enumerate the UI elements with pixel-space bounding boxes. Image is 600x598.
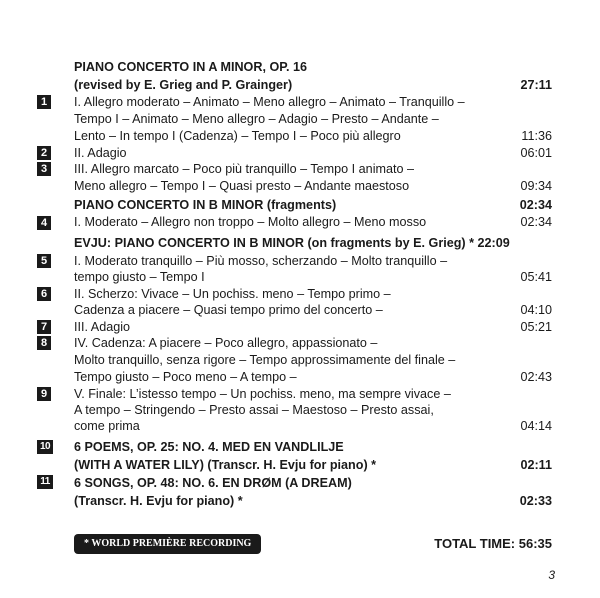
track-number-1: 1 — [37, 95, 51, 109]
line-text: (revised by E. Grieg and P. Grainger) — [74, 78, 293, 92]
track-number-9: 9 — [37, 387, 51, 401]
track-number-8: 8 — [37, 336, 51, 350]
line-time: 11:36 — [521, 129, 552, 143]
work-subtitle-6-poems — [74, 456, 552, 475]
line-text: III. Adagio — [74, 320, 131, 334]
total-time: TOTAL TIME: 56:35 — [434, 536, 552, 551]
line-text: IV. Cadenza: A piacere – Poco allegro, appassionato – — [74, 336, 378, 350]
line-text: (WITH A WATER LILY) (Transcr. H. Evju for piano) * — [74, 458, 377, 472]
track-number-6: 6 — [37, 287, 51, 301]
track-number-11: 11 — [37, 475, 53, 489]
line-text: (Transcr. H. Evju for piano) * — [74, 494, 243, 508]
work-title-6-songs — [74, 474, 552, 493]
line-text: II. Adagio — [74, 146, 127, 160]
line-text: I. Moderato – Allegro non troppo – Molto allegro – Meno mosso — [74, 215, 427, 229]
work-subtitle-6-songs — [74, 492, 552, 511]
line-time: 06:01 — [520, 146, 552, 160]
track-number-2: 2 — [37, 146, 51, 160]
line-time: 05:21 — [520, 320, 552, 334]
page-number: 3 — [548, 568, 555, 582]
line-time: 04:10 — [520, 303, 552, 317]
line-text: PIANO CONCERTO IN B MINOR (fragments) — [74, 198, 337, 212]
work-title-6-poems — [74, 438, 552, 457]
work-title-evju-concerto — [74, 234, 552, 253]
world-premiere-badge: * WORLD PREMIÈRE RECORDING — [74, 534, 261, 554]
track-number-10: 10 — [37, 440, 53, 454]
line-text: 6 SONGS, OP. 48: NO. 6. EN DRØM (A DREAM) — [74, 476, 352, 490]
line-time: 27:11 — [520, 78, 552, 92]
line-time: 02:34 — [519, 198, 552, 212]
track-line — [74, 213, 552, 232]
line-text: Lento – In tempo I (Cadenza) – Tempo I – Poco più allegro — [74, 129, 401, 143]
line-text: Meno allegro – Tempo I – Quasi presto – Andante maestoso — [74, 179, 410, 193]
track-line — [74, 177, 552, 196]
line-text: V. Finale: L’istesso tempo – Un pochiss. meno, ma sempre vivace – — [74, 387, 451, 401]
line-time: 04:14 — [520, 419, 552, 433]
track-number-7: 7 — [37, 320, 51, 334]
line-time: 02:43 — [520, 370, 552, 384]
line-text: III. Allegro marcato – Poco più tranquillo – Tempo I animato – — [74, 162, 414, 176]
line-text: A tempo – Stringendo – Presto assai – Maestoso – Presto assai, — [74, 403, 434, 417]
line-time: 02:11 — [520, 458, 552, 472]
line-text: 6 POEMS, OP. 25: NO. 4. MED EN VANDLILJE — [74, 440, 344, 454]
track-line — [74, 417, 552, 436]
line-text: Cadenza a piacere – Quasi tempo primo del concerto – — [74, 303, 383, 317]
line-time: 02:34 — [520, 215, 552, 229]
line-text: PIANO CONCERTO IN A MINOR, OP. 16 — [74, 60, 308, 74]
line-text: come prima — [74, 419, 140, 433]
work-title-concerto-a-minor — [74, 58, 552, 77]
line-time: 02:33 — [519, 494, 552, 508]
line-text: Tempo giusto – Poco meno – A tempo – — [74, 370, 297, 384]
line-text: I. Moderato tranquillo – Più mosso, scherzando – Molto tranquillo – — [74, 254, 448, 268]
line-text: EVJU: PIANO CONCERTO IN B MINOR (on fragments by E. Grieg) * 22:09 — [74, 236, 510, 250]
track-number-4: 4 — [37, 216, 51, 230]
line-time: 05:41 — [520, 270, 552, 284]
line-text: II. Scherzo: Vivace – Un pochiss. meno – Tempo primo – — [74, 287, 391, 301]
line-text: Tempo I – Animato – Meno allegro – Adagio – Presto – Andante – — [74, 112, 439, 126]
track-number-3: 3 — [37, 162, 51, 176]
line-text: tempo giusto – Tempo I — [74, 270, 205, 284]
line-time: 09:34 — [520, 179, 552, 193]
line-text: Molto tranquillo, senza rigore – Tempo approssimamente del finale – — [74, 353, 456, 367]
line-text: I. Allegro moderato – Animato – Meno allegro – Animato – Tranquillo – — [74, 95, 465, 109]
track-number-5: 5 — [37, 254, 51, 268]
